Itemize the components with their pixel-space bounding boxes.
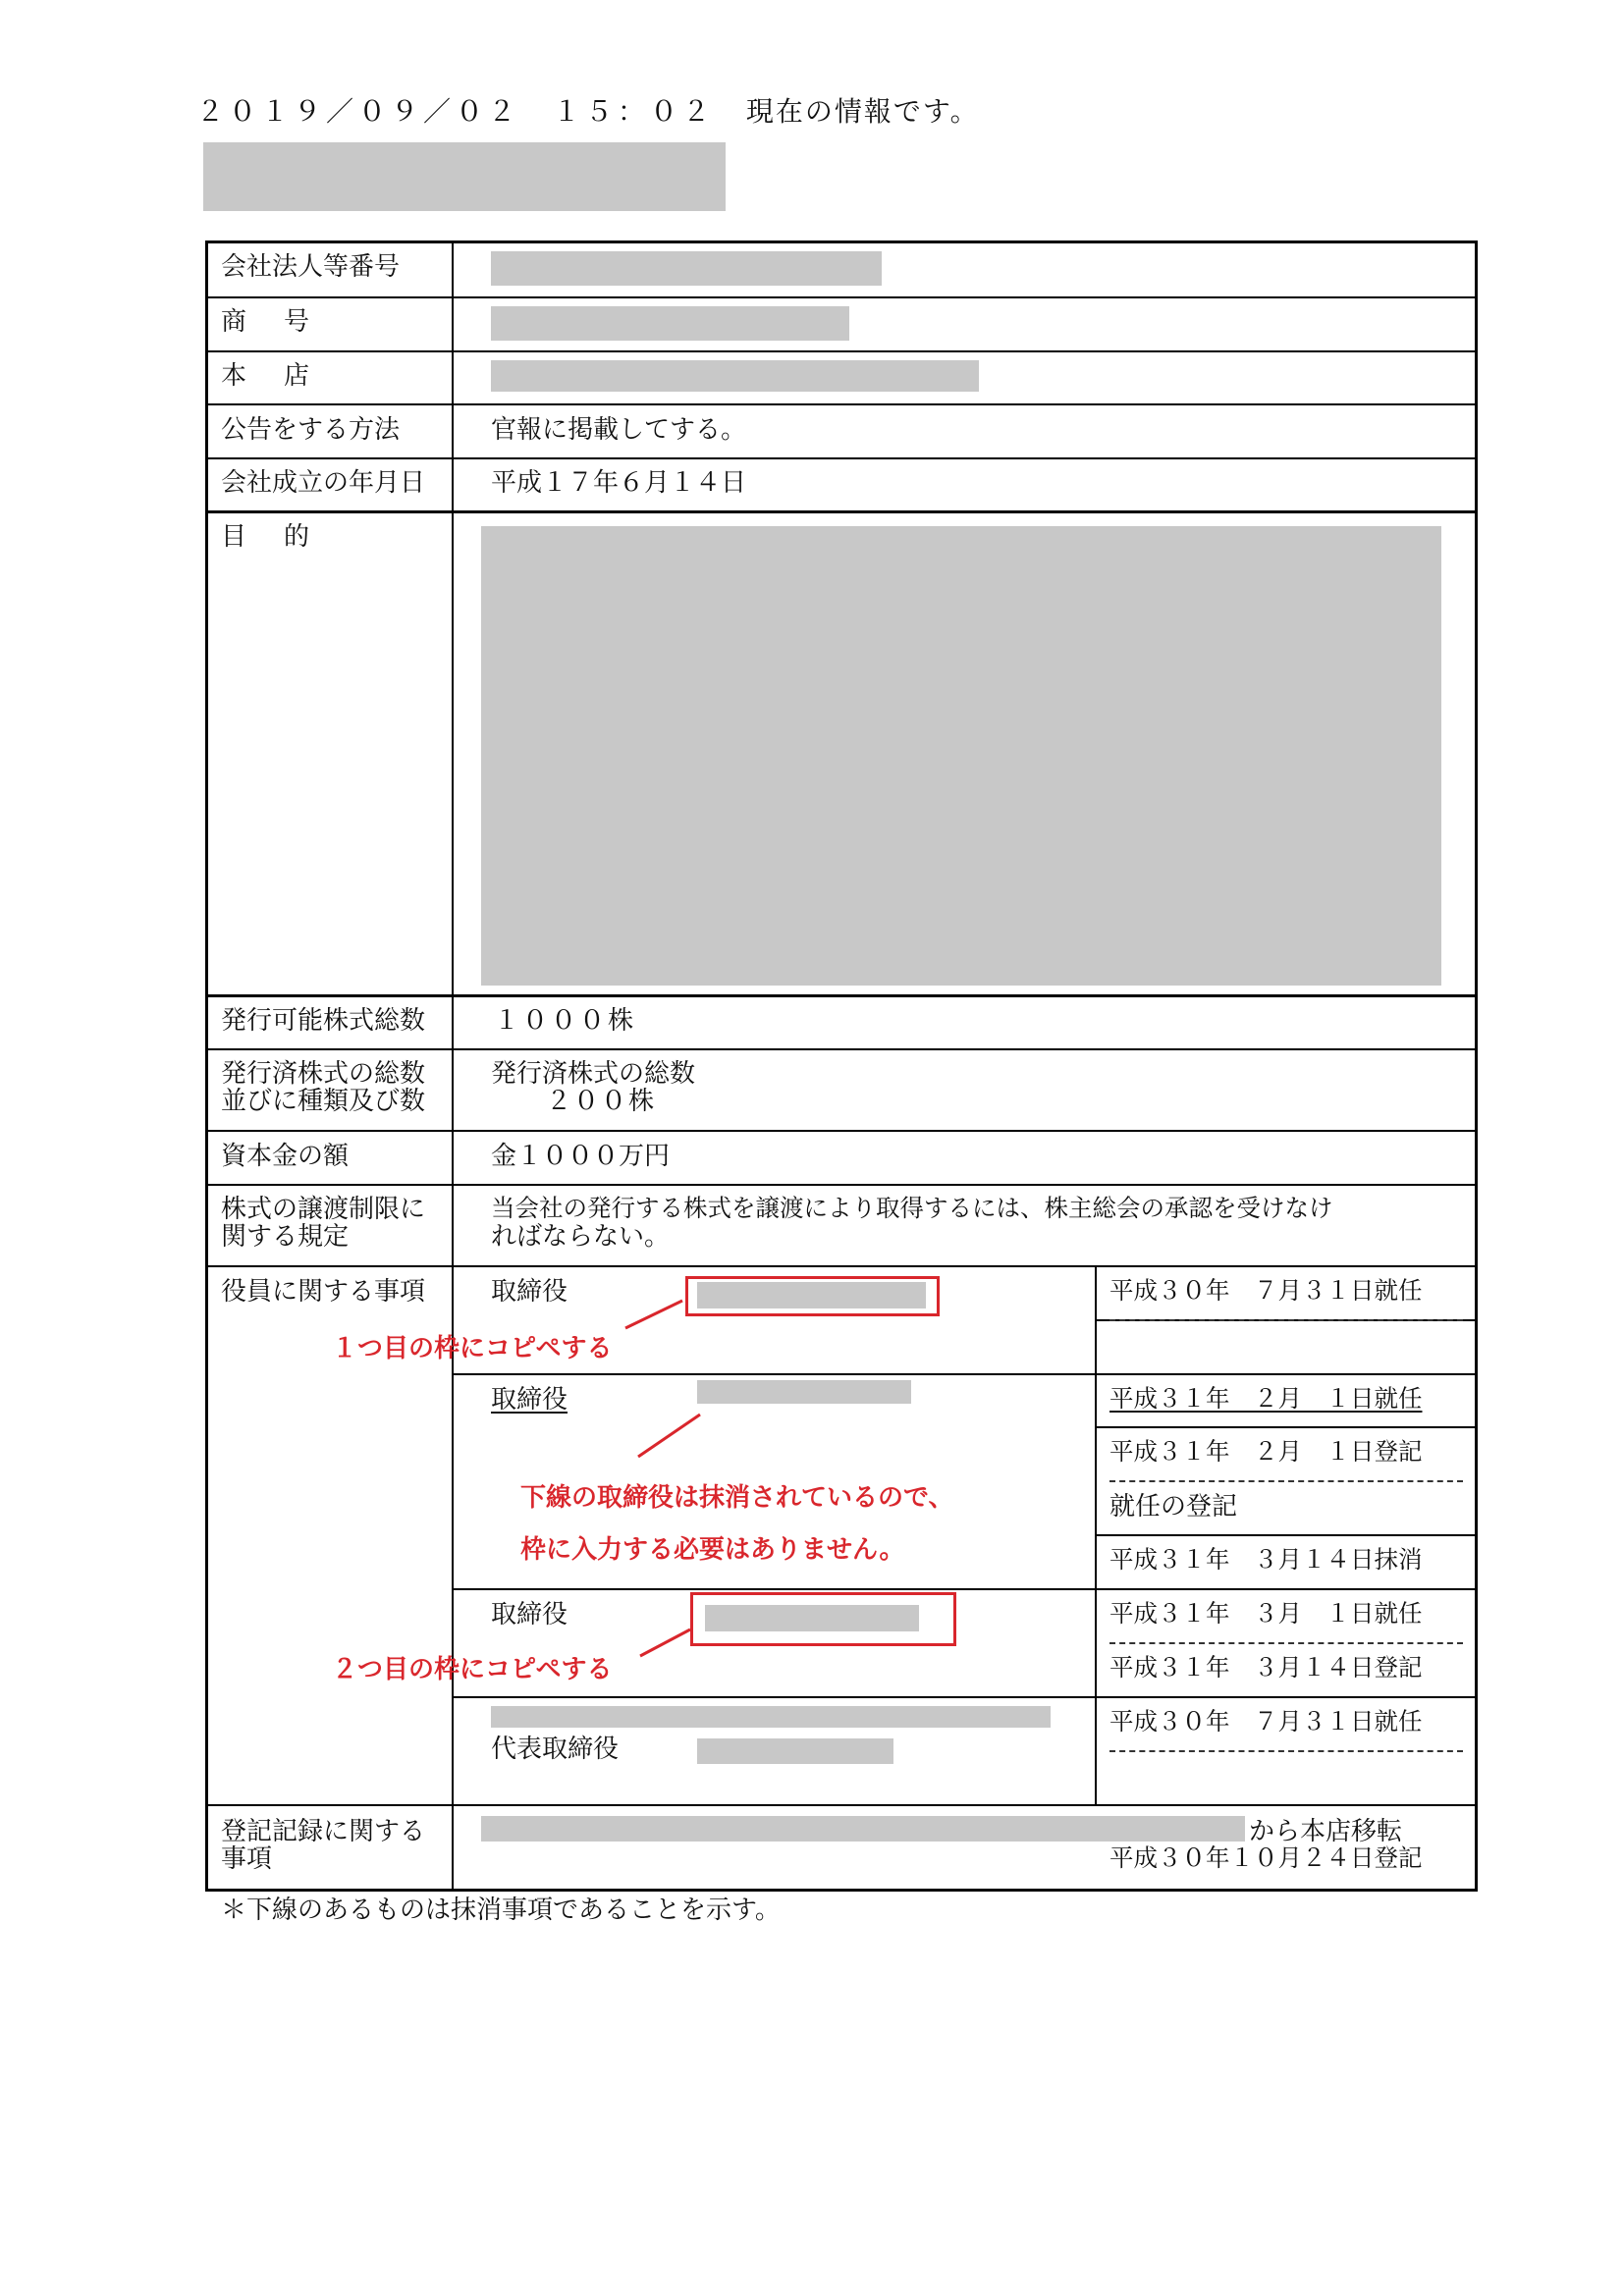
officers-label: 役員に関する事項 bbox=[221, 1277, 426, 1307]
established-label: 会社成立の年月日 bbox=[221, 468, 426, 498]
public-notice-value: 官報に掲載してする。 bbox=[491, 415, 747, 445]
trade-name-label: 商 号 bbox=[221, 307, 316, 337]
datetime: ２０１９／０９／０２ １５：０２ bbox=[196, 95, 716, 128]
officer-role: 取締役 bbox=[491, 1600, 568, 1629]
issued-shares-label-2: 並びに種類及び数 bbox=[221, 1087, 426, 1116]
head-office-label: 本 店 bbox=[221, 361, 316, 391]
annotation-struck-note-2: 枠に入力する必要はありません。 bbox=[520, 1535, 905, 1565]
registry-label-2: 事項 bbox=[221, 1844, 273, 1874]
registry-value-1: から本店移転 bbox=[1249, 1817, 1403, 1846]
transfer-value-2: ればならない。 bbox=[491, 1222, 671, 1252]
annotation-copy-first: １つ目の枠にコピペする bbox=[332, 1334, 613, 1363]
officer-date: 平成３０年 ７月３１日就任 bbox=[1109, 1276, 1423, 1305]
established-value: 平成１７年６月１４日 bbox=[491, 468, 747, 498]
corp-number-label: 会社法人等番号 bbox=[221, 252, 401, 282]
transfer-label-1: 株式の譲渡制限に bbox=[221, 1195, 426, 1224]
registry-value-2: 平成３０年１０月２４日登記 bbox=[1109, 1843, 1423, 1872]
officer-date: 平成３１年 ３月１４日抹消 bbox=[1109, 1545, 1423, 1574]
officer-role: 代表取締役 bbox=[491, 1735, 620, 1764]
public-notice-label: 公告をする方法 bbox=[221, 415, 401, 445]
issued-shares-label-1: 発行済株式の総数 bbox=[221, 1059, 426, 1089]
transfer-label-2: 関する規定 bbox=[221, 1222, 350, 1252]
issued-shares-value-1: 発行済株式の総数 bbox=[491, 1059, 696, 1089]
officer-date: 平成３０年 ７月３１日就任 bbox=[1109, 1707, 1423, 1735]
transfer-value-1: 当会社の発行する株式を譲渡により取得するには、株主総会の承認を受けなけ bbox=[491, 1194, 1333, 1222]
authorized-shares-value: １０００株 bbox=[494, 1006, 637, 1036]
officer-role: 取締役 bbox=[491, 1277, 568, 1307]
officer-date: 平成３１年 ２月 １日就任 bbox=[1109, 1384, 1423, 1413]
registry-label-1: 登記記録に関する bbox=[221, 1817, 426, 1846]
current-info-note: 現在の情報です。 bbox=[745, 95, 980, 128]
annotation-copy-second: ２つ目の枠にコピペする bbox=[332, 1655, 613, 1684]
authorized-shares-label: 発行可能株式総数 bbox=[221, 1006, 426, 1036]
officer-date: 平成３１年 ２月 １日登記 bbox=[1109, 1437, 1423, 1466]
officer-date: 平成３１年 ３月 １日就任 bbox=[1109, 1599, 1423, 1628]
officer-date: 平成３１年 ３月１４日登記 bbox=[1109, 1653, 1423, 1682]
issued-shares-value-2: ２００株 bbox=[546, 1087, 657, 1116]
footer-note: ＊下線のあるものは抹消事項であることを示す。 bbox=[221, 1896, 781, 1925]
capital-value: 金１０００万円 bbox=[491, 1142, 671, 1171]
officer-date: 就任の登記 bbox=[1109, 1492, 1238, 1522]
capital-label: 資本金の額 bbox=[221, 1142, 350, 1171]
officer-role-struck: 取締役 bbox=[491, 1385, 568, 1415]
purpose-label: 目 的 bbox=[221, 522, 316, 552]
annotation-struck-note-1: 下線の取締役は抹消されているので、 bbox=[520, 1483, 954, 1513]
